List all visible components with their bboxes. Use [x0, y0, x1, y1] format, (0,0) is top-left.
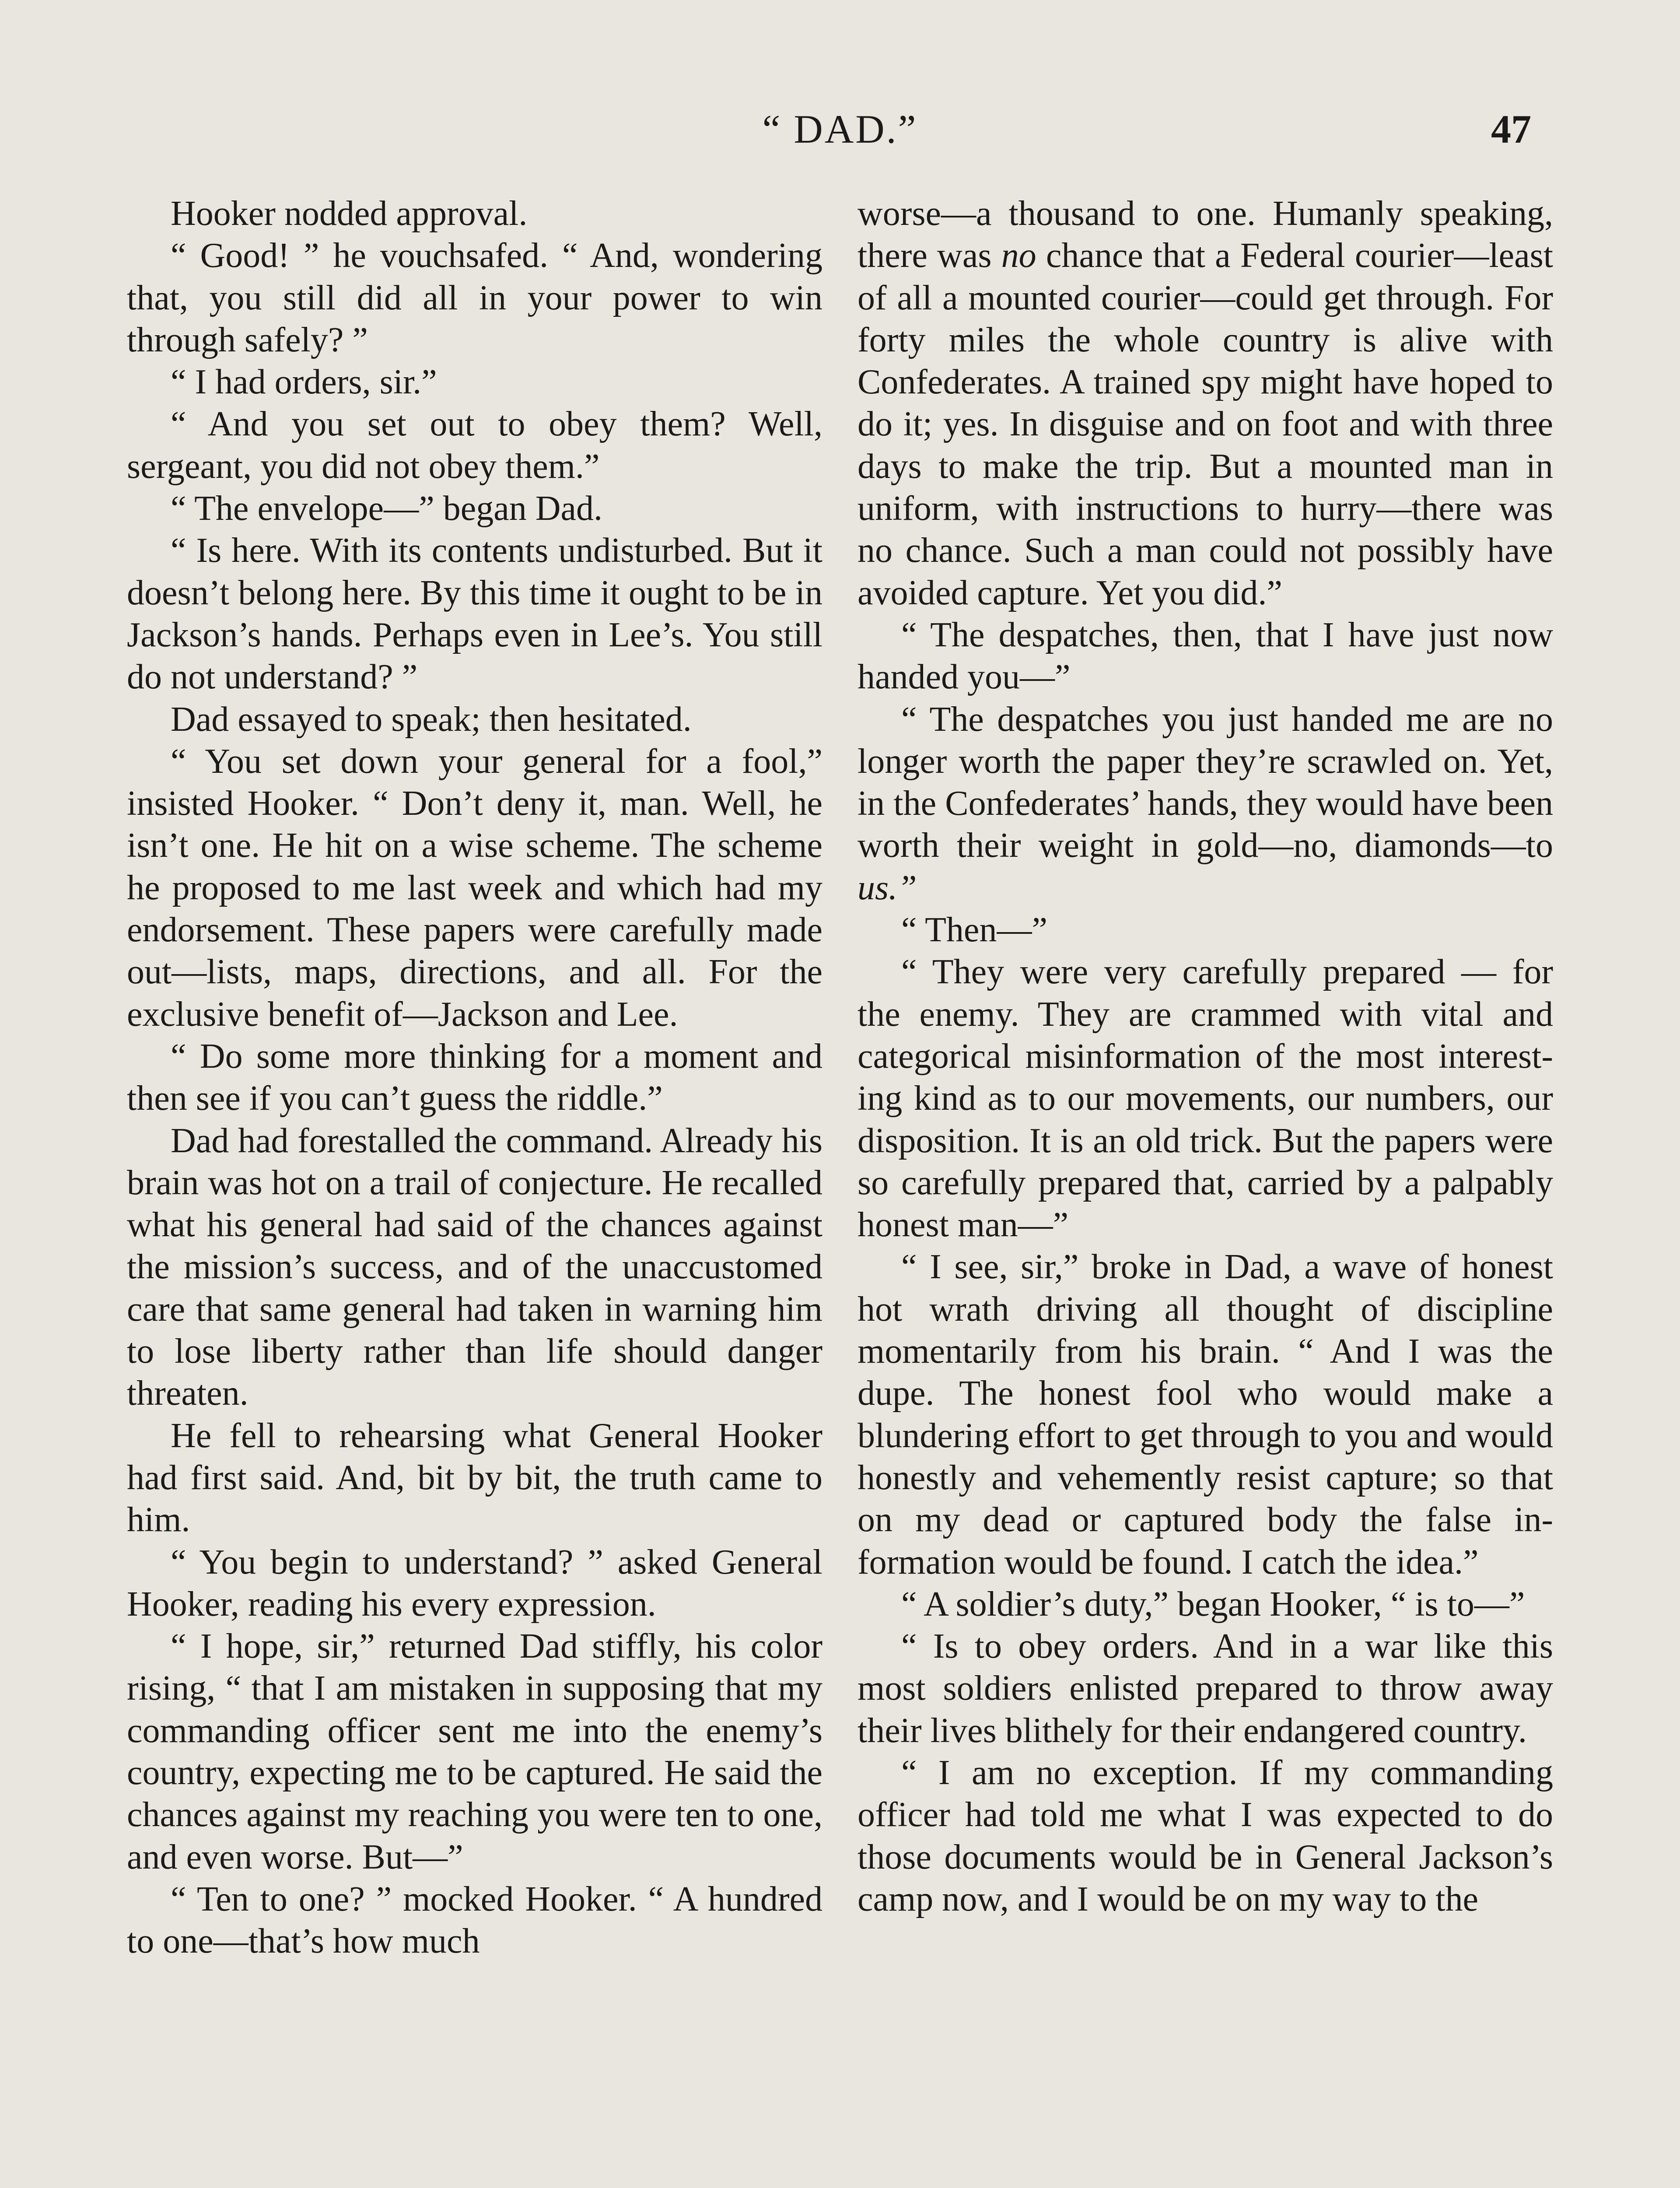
- emphasis: no: [1001, 236, 1036, 275]
- paragraph: “ I am no exception. If my commanding officer had told me what I was expected to do those documents would be in General Jackson’s camp now, and I would be on my way to the: [858, 1753, 1553, 1918]
- text-run: “ The despatches you just handed me are no longer worth the paper they’re scrawled on. Yet, in the Confederates’ hands, they would have been worth their weight in gold—no, diamonds—to: [858, 700, 1553, 865]
- paragraph-continued: [858, 193, 1553, 614]
- paragraph: “ Is to obey orders. And in a war like this most soldiers enlisted prepared to throw away their lives blithely for their endangered country.: [858, 1627, 1553, 1750]
- paragraph: “ I hope, sir,” returned Dad stiffly, his color rising, “ that I am mistaken in supposing that my commanding officer sent me into the enemy’s country, expecting me to be captured. He said the chances against my reaching you were ten to one, and even worse. But—”: [127, 1627, 822, 1876]
- paragraph: “ I had orders, sir.”: [171, 363, 437, 402]
- paragraph: “ Ten to one? ” mocked Hooker. “ A hundred to one—that’s how much: [127, 1879, 822, 1961]
- emphasis: us.”: [858, 868, 917, 907]
- paragraph: “ The despatches, then, that I have just now handed you—”: [858, 615, 1553, 697]
- paragraph: “ They were very carefully prepared — for the enemy. They are crammed with vital and categorical misinformation of the most interesting kind as to our movements, our numbers, our disposition. It is an old trick. But the papers were so carefully prepared that, carried by a palpably honest man—”: [858, 953, 1553, 1245]
- paragraph: “ You begin to understand? ” asked General Hooker, reading his every expression.: [127, 1543, 822, 1623]
- paragraph: “ A soldier’s duty,” began Hooker, “ is to—”: [901, 1585, 1525, 1623]
- paragraph: Hooker nodded approval.: [171, 194, 528, 233]
- left-column: [127, 193, 822, 2188]
- paragraph: “ And you set out to obey them? Well, sergeant, you did not obey them.”: [127, 405, 822, 486]
- paragraph: “ I see, sir,” broke in Dad, a wave of honest hot wrath driving all thought of discipline momentarily from his brain. “ And I was the dupe. The honest fool who would make a blundering effort to get through to you and would honestly and vehemently resist capture; so that on my dead or captured body the false information would be found. I catch the idea.”: [858, 1248, 1553, 1581]
- right-column: [858, 193, 1553, 2188]
- paragraph: [858, 698, 1553, 909]
- paragraph: Dad had forestalled the command. Already his brain was hot on a trail of conjecture. He recalled what his general had said of the chances against the mission’s success, and of the unaccustomed care that same general had taken in warning him to lose liberty rather than life should danger threaten.: [127, 1121, 822, 1413]
- paragraph: He fell to rehearsing what General Hooker had first said. And, bit by bit, the truth came to him.: [127, 1416, 822, 1539]
- page-number: 47: [1491, 107, 1531, 151]
- paragraph: “ Then—”: [901, 911, 1047, 950]
- paragraph: “ Good! ” he vouchsafed. “ And, wondering that, you still did all in your power to win through safely? ”: [127, 236, 822, 359]
- paragraph: “ The envelope—” began Dad.: [171, 489, 602, 528]
- text-run: worse—a thousand to one. Humanly speaking, there was: [858, 194, 1553, 275]
- page-header: [0, 103, 1680, 155]
- paragraph: Dad essayed to speak; then hesitated.: [171, 700, 692, 739]
- paragraph: “ You set down your general for a fool,” insisted Hooker. “ Don’t deny it, man. Well, he isn’t one. He hit on a wise scheme. The scheme he proposed to me last week and which had my endorsement. These papers were carefully made out—lists, maps, directions, and all. For the exclusive benefit of—Jackson and Lee.: [127, 742, 822, 1034]
- text-run: chance that a Federal courier—least of all a mounted courier—could get through. For forty miles the whole country is alive with Confederates. A trained spy might have hoped to do it; yes. In disguise and on foot and with three days to make the trip. But a mounted man in uniform, with instructions to hurry—there was no chance. Such a man could not possibly have avoided capture. Yet you did.”: [858, 236, 1553, 612]
- running-title: “ DAD.”: [762, 107, 918, 151]
- paragraph: “ Do some more thinking for a moment and then see if you can’t guess the riddle.”: [127, 1037, 822, 1118]
- paragraph: “ Is here. With its contents undisturbed. But it doesn’t belong here. By this time it ought to be in Jackson’s hands. Perhaps even in Lee’s. You still do not understand? ”: [127, 531, 822, 697]
